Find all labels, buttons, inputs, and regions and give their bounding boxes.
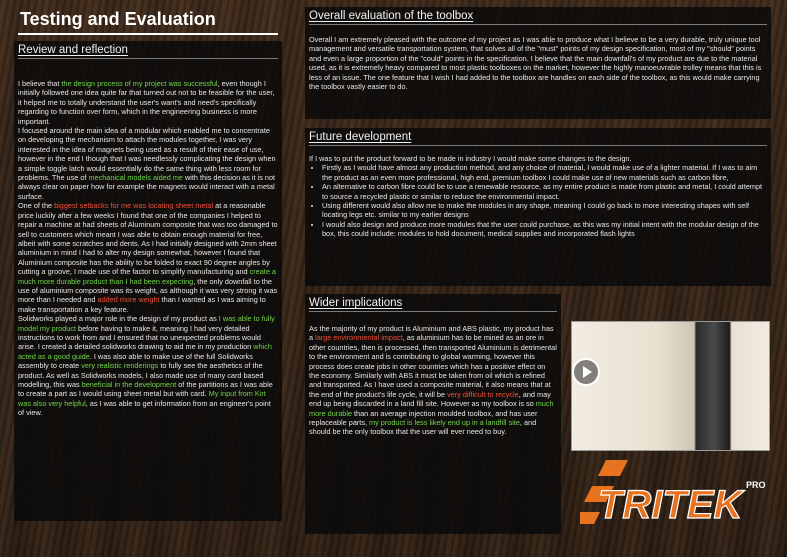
- logo-pro-tag: PRO: [746, 480, 766, 490]
- review-body: [14, 59, 282, 418]
- positive-highlight: which acted as a good guide: [18, 342, 272, 361]
- overall-heading: Overall evaluation of the toolbox: [309, 10, 474, 22]
- tritek-logo: [580, 458, 775, 530]
- logo-stripe-icon: [598, 460, 628, 476]
- text-run: I believe that: [18, 79, 62, 88]
- text-run: at a reasonable price luckily after a few weeks I found that one of the companies I helped to repair a machine at had sheets of Aluminum composite that was too damaged to sell to customers which meant I was able to obtain enough material for free, albeit with some scratches and dents. As I had initially designed with 2mm sheet aluminium in mind I had to alter my design somewhat, however I found that Aluminium composite has the ability to be folded to exact 90 degree angles by cutting a groove, I made use of the factor to simplify manufacturing and: [18, 201, 278, 277]
- review-paragraph: [18, 79, 278, 126]
- wider-panel: [305, 294, 561, 534]
- negative-highlight: added more weight: [97, 295, 160, 305]
- review-heading: Review and reflection: [18, 44, 128, 56]
- overall-panel: [305, 7, 771, 119]
- text-run: than an average injection moulded toolbox, and has user replaceable parts,: [309, 408, 538, 428]
- text-run: , even though I initially followed one idea quite far that turned out not to be feasible for the user, it helped me to totally understand the user's want's and need's specifically regarding to function over form, which in the engineering business is more important.: [18, 79, 275, 126]
- text-run: , as aluminium has to be mined as an ore in other countries, then is processed, then transported Aluminium is detrimental to the environment and is contributing to global warming, however this process does create jobs in other countries which has a positive effect on the economy. Similarly with ABS it must be taken from oil which is refined and transported. As I have used a composite material, it also means that at the end of the product's life cycle, it will be: [309, 333, 557, 399]
- positive-highlight: beneficial in the development: [81, 380, 177, 389]
- review-panel: [14, 41, 282, 521]
- logo-stripe-icon: [580, 512, 600, 524]
- future-intro: If I was to put the product forward to be made in industry I would make some changes to the design.: [309, 154, 632, 163]
- future-body: [305, 146, 771, 239]
- text-run: of the partitions as I was able to create a part as I would using sheet metal but with card.: [18, 380, 273, 399]
- text-run: before having to make it, meaning I had very detailed instructions to work from and I ensured that no unexpected problems would arise. I created a detailed solidworks drawing to aid me in my production: [18, 323, 261, 352]
- future-bullet: • I would also design and produce more modules that the user could purchase, as this was my initial intent with the modular design of the box, this could include: modules to hold document, medical supplies and incorporated flash lights: [322, 220, 767, 239]
- logo-wordmark: TRITEK: [598, 483, 743, 527]
- positive-highlight: mechanical models aided me: [88, 173, 183, 183]
- text-run: One of the: [18, 201, 55, 211]
- title-underline: [18, 33, 278, 35]
- review-paragraph: [18, 201, 278, 314]
- positive-highlight: very realistic renderings: [81, 361, 159, 371]
- negative-highlight: biggest setbacks for me was locating sheet metal: [54, 201, 214, 211]
- text-run: with this decision as it is not always clear on paper how for example the magnets would interact with a metal surface.: [18, 173, 276, 201]
- wider-body: [305, 312, 561, 437]
- review-paragraph: [18, 126, 278, 201]
- positive-highlight: My input from Kirt was also very helpful: [18, 389, 266, 408]
- future-bullet: • An alternative to carbon fibre could be to use a renewable resource, as my entire product is made from plastic and metal, I could attempt to source a recycled plastic or similar to reduce the environmental impact.: [322, 182, 767, 201]
- overall-text: Overall I am extremely pleased with the outcome of my project as I was able to produce what I believe to be a very durable, truly unique tool management and versatile transportation system, that solves all of the "must" points of my design specification, most of my "should" points and even a large proportion of the "could" points in the specification. I believe that the main downfall's of my product are due to the material used, as it is extremely heavy compared to most plastic toolboxes on the market, however the highly manoeuvrable trolley means that this is less of an issue. The one feature that I wish I had added to the toolbox are handles on each side of the toolbox, as this would make carrying the toolbox vastly easier to do.: [309, 35, 762, 92]
- product-video-thumbnail[interactable]: [571, 321, 770, 451]
- text-run: I focused around the main idea of a modular which enabled me to concentrate on developing the mechanism to attach the modules together, I was very interested in the idea of magnets being used as a result of their ease of use, however in the end I though that I was needlessly complicating the design when a simple toggle latch would essentially do the same thing with less room for problems. The use of: [18, 126, 276, 183]
- text-run: , and should be the only toolbox that the user will ever need to buy.: [309, 418, 537, 437]
- positive-highlight: much more durable: [309, 399, 554, 418]
- future-bullet: • Firstly as I would have almost any production method, and any choice of material, I would make use of a lighter material. If I was to aim the product as an even more professional, high end, premium toolbox I could make use of new materials such as carbon fibre,: [322, 163, 767, 182]
- positive-highlight: create a much more durable product than I had been expecting: [18, 267, 276, 286]
- wider-heading: Wider implications: [309, 297, 403, 309]
- text-run: to fully see the aesthetics of the product. As well as Solidworks models, I also made use of many card based modelling, this was: [18, 361, 264, 389]
- positive-highlight: the design process of my project was successful: [61, 79, 218, 88]
- negative-highlight: large environmental impact: [315, 333, 403, 343]
- future-bullet-list: [309, 163, 767, 238]
- wider-paragraph: [309, 324, 557, 437]
- future-bullet: • Using different would also allow me to make the modules in any shape, meaning I could go back to more interesting shapes with self locating legs etc. similar to my earlier designs: [322, 201, 767, 220]
- future-panel: [305, 128, 771, 286]
- text-run: Solidworks played a major role in the design of my product as: [18, 314, 219, 324]
- negative-highlight: very difficult to recycle: [447, 389, 519, 399]
- text-run: . I was also able to make use of the full Solidworks assembly to create: [18, 351, 253, 371]
- text-run: , the only downfall to the use of aluminium composite was its weight, as although it was very strong it was more than I needed and: [18, 276, 278, 305]
- text-run: , and may end up being discarded in a land fill site. However as my toolbox is so: [309, 389, 551, 409]
- positive-highlight: I was able to fully model my product: [18, 314, 275, 333]
- text-run: As the majority of my product is Aluminium and ABS plastic, my product has a: [309, 324, 554, 343]
- review-paragraph: [18, 314, 278, 417]
- page-title: Testing and Evaluation: [20, 9, 216, 29]
- text-run: , as I was able to get information from an engineer's point of view.: [18, 398, 271, 418]
- future-heading: Future development: [309, 131, 412, 143]
- positive-highlight: my product is less likely end up in a landfill site: [369, 418, 520, 428]
- play-icon[interactable]: [572, 358, 600, 386]
- text-run: than I wanted as I was aiming to make transportation a key feature.: [18, 295, 266, 314]
